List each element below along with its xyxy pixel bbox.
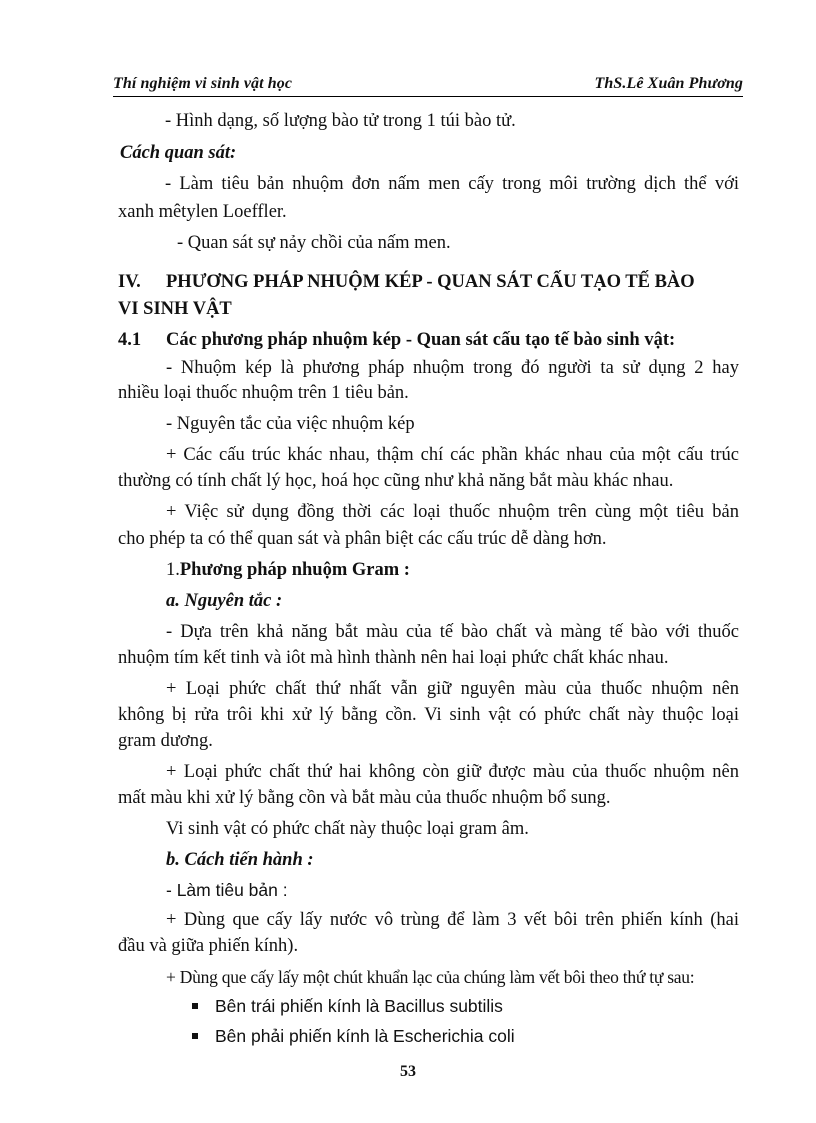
paragraph-line: không bị rửa trôi khi xử lý bằng cồn. Vi sinh vật có phức chất này thuộc loại (118, 705, 739, 725)
subsection-number: 4.1 (118, 330, 142, 350)
paragraph-line: - Dựa trên khả năng bắt màu của tế bào chất và màng tế bào với thuốc (166, 622, 739, 642)
bullet-icon (192, 1003, 198, 1009)
paragraph-line: - Làm tiêu bản : (166, 880, 288, 900)
paragraph-line: nhuộm tím kết tinh và iôt mà hình thành nên hai loại phức chất khác nhau. (118, 648, 669, 668)
list-item: Bên trái phiến kính là Bacillus subtilis (215, 996, 503, 1016)
paragraph-line: - Nhuộm kép là phương pháp nhuộm trong đó người ta sử dụng 2 hay (166, 358, 739, 378)
gram-method-heading (166, 558, 410, 582)
header-divider (113, 96, 743, 97)
section-title: PHƯƠNG PHÁP NHUỘM KÉP - QUAN SÁT CẤU TẠO TẾ BÀO (166, 272, 695, 292)
principle-heading: a. Nguyên tắc : (166, 591, 283, 611)
paragraph-line: xanh mêtylen Loeffler. (118, 202, 287, 222)
paragraph-line: mất màu khi xử lý bằng cồn và bắt màu của thuốc nhuộm bổ sung. (118, 788, 611, 808)
paragraph-line: + Loại phức chất thứ hai không còn giữ được màu của thuốc nhuộm nên (166, 762, 739, 782)
page-number: 53 (400, 1063, 416, 1080)
paragraph-line: + Việc sử dụng đồng thời các loại thuốc nhuộm trên cùng một tiêu bản (166, 502, 739, 522)
paragraph-line: + Các cấu trúc khác nhau, thậm chí các phần khác nhau của một cấu trúc (166, 445, 739, 465)
paragraph-line: - Làm tiêu bản nhuộm đơn nấm men cấy trong môi trường dịch thể với (165, 174, 739, 194)
paragraph-line: đầu và giữa phiến kính). (118, 936, 299, 956)
paragraph-line: + Loại phức chất thứ nhất vẫn giữ nguyên màu của thuốc nhuộm nên (166, 679, 739, 699)
spore-shape-line: - Hình dạng, số lượng bào tử trong 1 túi bào tử. (165, 111, 516, 131)
paragraph-line: thường có tính chất lý học, hoá học cũng như khả năng bắt màu khác nhau. (118, 471, 674, 491)
paragraph-line: - Nguyên tắc của việc nhuộm kép (166, 414, 415, 434)
section-title-cont: VI SINH VẬT (118, 299, 232, 319)
header-author: ThS.Lê Xuân Phương (594, 75, 743, 92)
subsection-title: Các phương pháp nhuộm kép - Quan sát cấu tạo tế bào sinh vật: (166, 330, 676, 350)
gram-method-title: Phương pháp nhuộm Gram : (179, 560, 410, 580)
procedure-heading: b. Cách tiến hành : (166, 850, 314, 870)
paragraph-line: gram dương. (118, 731, 213, 751)
observation-heading: Cách quan sát: (120, 143, 237, 163)
header-course-title: Thí nghiệm vi sinh vật học (113, 75, 293, 92)
paragraph-line: cho phép ta có thể quan sát và phân biệt các cấu trúc dễ dàng hơn. (118, 529, 607, 549)
paragraph-line: + Dùng que cấy lấy nước vô trùng để làm 3 vết bôi trên phiến kính (hai (166, 910, 739, 930)
gram-method-number: 1. (166, 560, 180, 580)
paragraph-line: + Dùng que cấy lấy một chút khuẩn lạc của chúng làm vết bôi theo thứ tự sau: (166, 967, 695, 987)
list-item: Bên phải phiến kính là Escherichia coli (215, 1026, 515, 1046)
section-number: IV. (118, 272, 141, 292)
bullet-icon (192, 1033, 198, 1039)
paragraph-line: Vi sinh vật có phức chất này thuộc loại gram âm. (166, 819, 529, 839)
paragraph-line: nhiều loại thuốc nhuộm trên 1 tiêu bản. (118, 383, 409, 403)
paragraph-line: - Quan sát sự nảy chồi của nấm men. (177, 233, 451, 253)
